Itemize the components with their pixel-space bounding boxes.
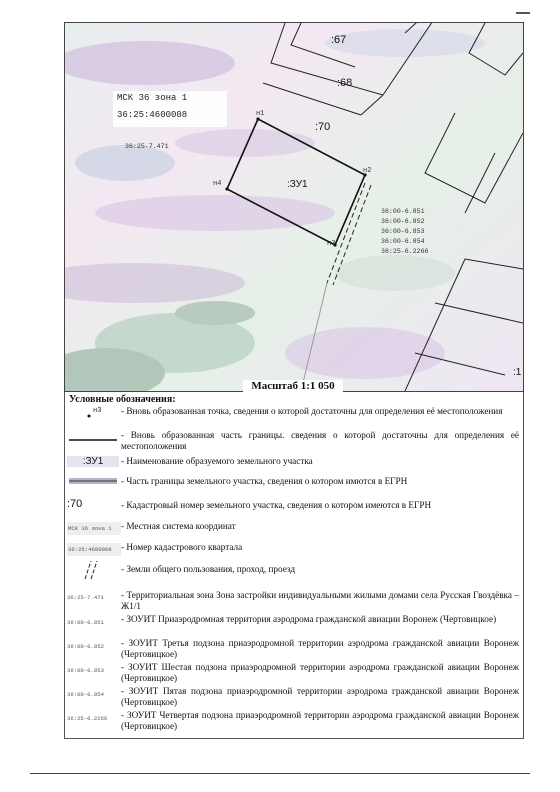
legend-symbol-parcel-number: :70 <box>67 498 83 510</box>
map-drawing <box>65 23 523 391</box>
point-n4: н4 <box>213 180 222 188</box>
parcel-label-67: :67 <box>331 34 347 46</box>
corner-mark <box>516 12 530 14</box>
legend-text: - ЗОУИТ Шестая подзона приаэродромной территории аэродрома гражданской авиации Воронеж (Чертовицкое) <box>121 662 519 683</box>
map-scale-text: Масштаб 1:1 050 <box>243 380 342 392</box>
coord-system-label: МСК 36 зона 1 <box>117 93 188 103</box>
legend-text: - ЗОУИТ Приаэродромная территория аэродрома гражданской авиации Воронеж (Чертовицкое) <box>121 614 497 624</box>
zone-label-1: 36:00-6.851 <box>381 208 425 215</box>
legend-symbol-point <box>67 406 119 426</box>
cadastral-map <box>64 22 524 392</box>
legend-symbol-coord-system: МСК 36 зона 1 <box>67 522 121 535</box>
legend-text: - ЗОУИТ Четвертая подзона приаэродромной территории аэродрома гражданской авиации Воронеж (Чертовицкое) <box>121 710 519 731</box>
zone-label-3: 36:00-6.853 <box>381 228 425 235</box>
point-n3: н3 <box>327 240 336 248</box>
map-scale <box>64 380 522 392</box>
coordinate-system-box <box>113 91 227 127</box>
legend-symbol-zouit: 36:00-6.854 <box>67 691 104 698</box>
legend-symbol-zouit: 36:00-6.853 <box>67 667 104 674</box>
new-parcel-label: :ЗУ1 <box>287 179 308 190</box>
legend-symbol-public-land <box>67 560 119 580</box>
legend-title: Условные обозначения: <box>69 394 176 405</box>
legend-text: - Земли общего пользования, проход, проезд <box>121 564 296 574</box>
legend-text: - Местная система координат <box>121 521 236 531</box>
legend-symbol-existing-boundary <box>67 476 119 488</box>
legend-symbol-quarter: 36:25:4600008 <box>67 543 121 556</box>
zone-label-top: 36:25-7.471 <box>125 143 169 150</box>
point-n1: н1 <box>256 110 265 118</box>
legend-symbol-zone: 36:25-7.471 <box>67 594 104 601</box>
legend-text: - Наименование образуемого земельного участка <box>121 456 313 466</box>
legend-text: - Вновь образованная точка, сведения о которой достаточны для определения её местоположения <box>121 406 503 416</box>
point-n2: н2 <box>363 167 372 175</box>
zone-label-5: 36:25-6.2266 <box>381 248 429 255</box>
parcel-label-68: :68 <box>337 77 353 89</box>
zone-label-2: 36:00-6.852 <box>381 218 425 225</box>
legend <box>64 392 524 739</box>
legend-symbol-new-boundary <box>67 432 119 450</box>
legend-text: - Кадастровый номер земельного участка, сведения о котором имеются в ЕГРН <box>121 500 432 510</box>
zone-label-4: 36:00-6.854 <box>381 238 425 245</box>
legend-text: - Вновь образованная часть границы. сведения о которой достаточны для определения её местоположения <box>121 430 519 451</box>
legend-text: - ЗОУИТ Третья подзона приаэродромной территории аэродрома гражданской авиации Воронеж (Чертовицкое) <box>121 638 519 659</box>
parcel-label-70: :70 <box>315 121 331 133</box>
legend-text: - ЗОУИТ Пятая подзона приаэродромной территории аэродрома гражданской авиации Воронеж (Чертовицкое) <box>121 686 519 707</box>
legend-point-label: н3 <box>93 407 102 415</box>
legend-symbol-zouit: 36:00-6.852 <box>67 643 104 650</box>
parcel-label-edge: :1 <box>513 367 522 378</box>
page-bottom-rule <box>30 773 530 774</box>
legend-text: - Часть границы земельного участка, сведения о котором имются в ЕГРН <box>121 476 408 486</box>
legend-text: - Территориальная зона Зона застройки индивидуальными жилыми домами села Русская Гвоздёвка – Ж1/1 <box>121 590 519 611</box>
legend-symbol-zouit: 36:25-6.2266 <box>67 715 108 722</box>
quarter-number-label: 36:25:4600008 <box>117 110 188 120</box>
legend-symbol-zouit: 36:00-6.851 <box>67 619 104 626</box>
legend-text: - Номер кадастрового квартала <box>121 542 243 552</box>
legend-symbol-new-parcel: :ЗУ1 <box>67 456 119 467</box>
